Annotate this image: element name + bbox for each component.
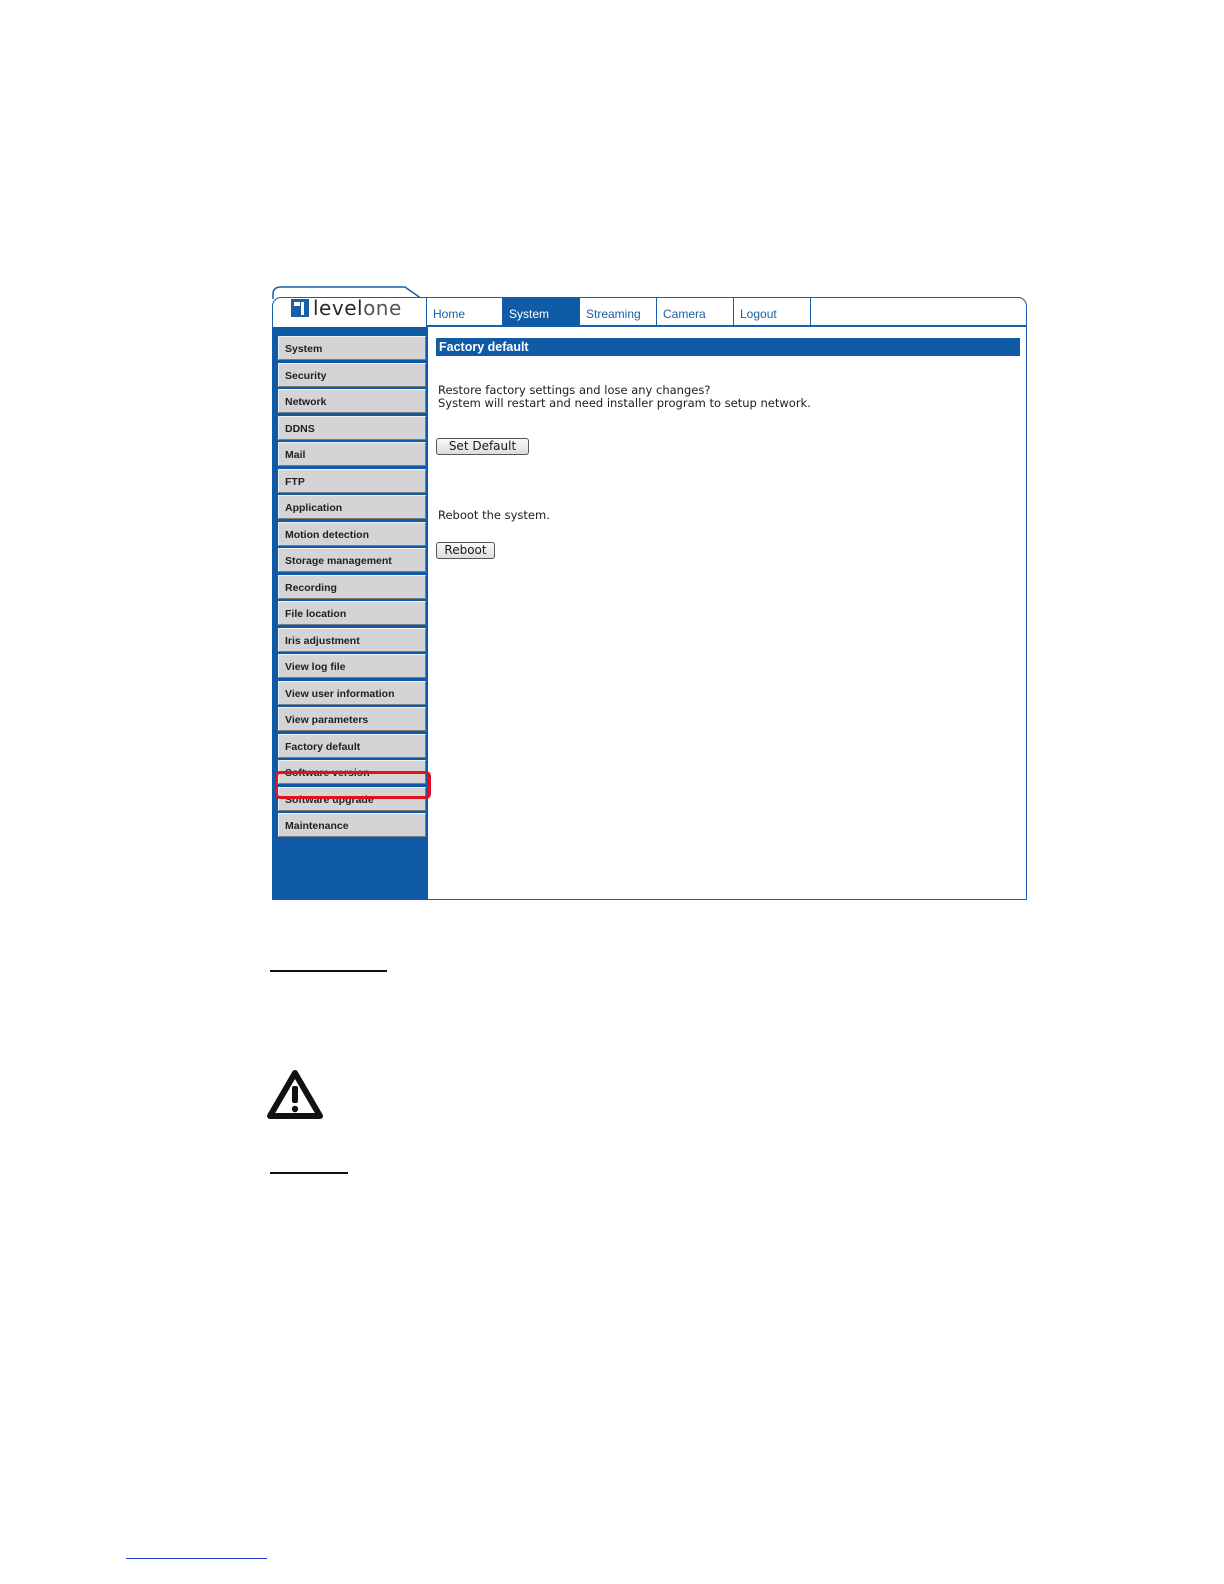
- main-content: [429, 334, 1025, 897]
- section-title: Factory default: [436, 338, 1020, 356]
- levelone-logo[interactable]: [291, 297, 402, 319]
- set-default-button[interactable]: Set Default: [436, 438, 529, 455]
- tab-system[interactable]: System: [503, 298, 580, 326]
- sidebar-item-network[interactable]: Network: [278, 389, 426, 413]
- sidebar-item-mail[interactable]: Mail: [278, 442, 426, 466]
- levelone-logo-icon: [291, 299, 309, 317]
- selected-item-highlight: [275, 771, 431, 799]
- sidebar-menu: [278, 336, 426, 840]
- restore-message-line2: System will restart and need installer program to setup network.: [438, 396, 811, 410]
- logo-text-level: level: [313, 296, 364, 320]
- sidebar-item-ddns[interactable]: DDNS: [278, 416, 426, 440]
- sidebar-item-iris-adjustment[interactable]: Iris adjustment: [278, 628, 426, 652]
- sidebar: [272, 327, 428, 900]
- tab-logout[interactable]: Logout: [734, 298, 811, 326]
- heading-underline-2: [270, 1172, 348, 1174]
- reboot-button[interactable]: Reboot: [436, 542, 495, 559]
- restore-message-line1: Restore factory settings and lose any changes?: [438, 383, 711, 397]
- tab-home[interactable]: Home: [426, 298, 503, 326]
- sidebar-item-view-parameters[interactable]: View parameters: [278, 707, 426, 731]
- tab-streaming[interactable]: Streaming: [580, 298, 657, 326]
- reboot-message: Reboot the system.: [438, 508, 550, 522]
- logo-text-one: one: [363, 296, 402, 320]
- sidebar-item-recording[interactable]: Recording: [278, 575, 426, 599]
- sidebar-item-view-user-information[interactable]: View user information: [278, 681, 426, 705]
- sidebar-item-software-version[interactable]: Software version: [278, 760, 426, 784]
- sidebar-item-view-log-file[interactable]: View log file: [278, 654, 426, 678]
- sidebar-item-software-upgrade[interactable]: Software upgrade: [278, 787, 426, 811]
- sidebar-item-storage-management[interactable]: Storage management: [278, 548, 426, 572]
- sidebar-item-system[interactable]: System: [278, 336, 426, 360]
- sidebar-item-file-location[interactable]: File location: [278, 601, 426, 625]
- top-nav-tabs: [426, 298, 811, 326]
- logo-text: [313, 296, 402, 320]
- sidebar-item-maintenance[interactable]: Maintenance: [278, 813, 426, 837]
- sidebar-item-security[interactable]: Security: [278, 363, 426, 387]
- sidebar-item-factory-default[interactable]: Factory default: [278, 734, 426, 758]
- sidebar-item-ftp[interactable]: FTP: [278, 469, 426, 493]
- heading-underline-1: [270, 970, 387, 972]
- sidebar-item-application[interactable]: Application: [278, 495, 426, 519]
- sidebar-item-motion-detection[interactable]: Motion detection: [278, 522, 426, 546]
- footer-link-underline: [126, 1558, 267, 1559]
- tab-camera[interactable]: Camera: [657, 298, 734, 326]
- warning-triangle-icon: [266, 1069, 324, 1121]
- camera-web-ui: [272, 286, 1027, 900]
- tab-bar-divider: [426, 325, 1026, 327]
